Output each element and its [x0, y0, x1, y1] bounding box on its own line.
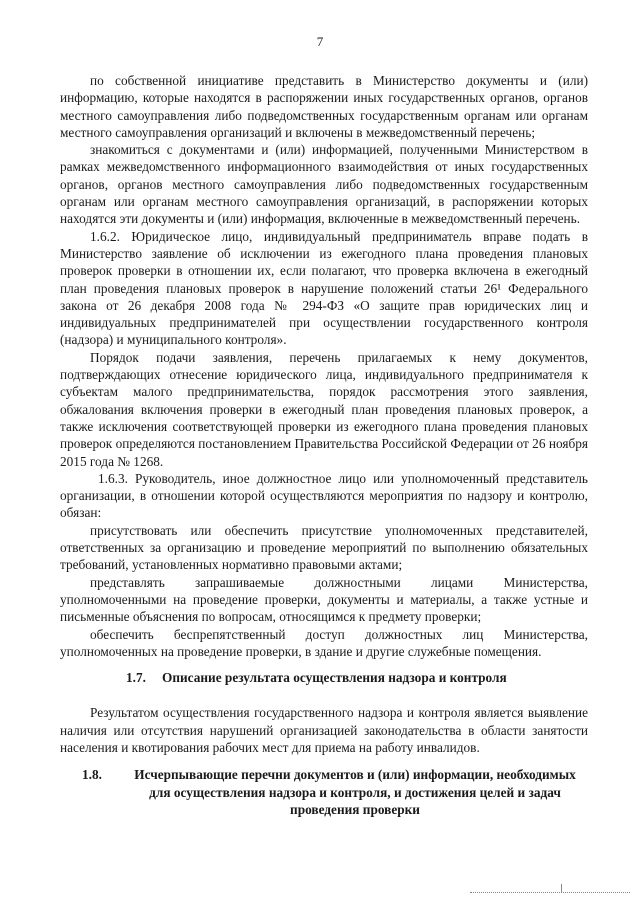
paragraph-application-procedure: Порядок подачи заявления, перечень прилагаемых к нему документов, подтверждающих отнесение юридического лица, индивидуального предпринимателя к субъектам малого предпринимательства, порядок рассмотрения этого заявления, обжалования включения проверки в ежегодный план проведения плановых проверок, а также исключения соответствующей проверки из ежегодного плана проведения плановых проверок определяются постановлением Правительства Российской Федерации от 26 ноября 2015 года № 1268. — [60, 349, 588, 469]
page-number: 7 — [316, 34, 324, 49]
paragraph-1-6-2: 1.6.2. Юридическое лицо, индивидуальный предприниматель вправе подать в Министерство заявление об исключении из ежегодного плана проведения плановых проверок проверки в отношении их, если полагают, что проверка включена в ежегодный план проведения плановых проверок в нарушение положений статьи 26¹ Федерального закона от 26 декабря 2008 года № 294-ФЗ «О защите прав юридических лиц и индивидуальных предпринимателей при осуществлении государственного контроля (надзора) и муниципального контроля». — [60, 228, 588, 348]
footer-tick-mark — [561, 884, 562, 892]
paragraph-provide-documents: представлять запрашиваемые должностными лицами Министерства, уполномоченными на проведение проверки, документы и материалы, а также устные и письменные объяснения по вопросам, относящимся к предмету проверки; — [60, 574, 588, 625]
paragraph-1-6-3: 1.6.3. Руководитель, иное должностное лицо или уполномоченный представитель организации, в отношении которой осуществляются мероприятия по надзору и контролю, обязан: — [60, 470, 588, 521]
paragraph-familiarize: знакомиться с документами и (или) информацией, полученными Министерством в рамках межведомственного информационного взаимодействия от иных государственных органов, органов местного самоуправления либо подведомственных государственным органам или органам местного самоуправления организаций, в распоряжении которых находятся эти документы и (или) информация, включенные в межведомственный перечень. — [60, 142, 588, 227]
document-body — [60, 72, 588, 818]
section-title-1-8: Исчерпывающие перечни документов и (или) информации, необходимых для осуществления надзора и контроля, и достижения целей и задач проведения проверки — [134, 767, 576, 817]
paragraph-ensure-access: обеспечить беспрепятственный доступ должностных лиц Министерства, уполномоченных на проведение проверки, в здание и другие служебные помещения. — [60, 626, 588, 659]
paragraph-initiative: по собственной инициативе представить в Министерство документы и (или) информацию, которые находятся в распоряжении иных государственных органов, органов местного самоуправления либо подведомственных государственным органам или органам местного самоуправления организаций и включены в межведомственный перечень; — [60, 73, 588, 140]
paragraph-result: Результатом осуществления государственного надзора и контроля является выявление наличия или отсутствия нарушений организацией законодательства в области занятости населения и квотирования рабочих мест для приема на работу инвалидов. — [60, 705, 588, 755]
footer-dotted-line — [470, 892, 630, 893]
section-heading-1-8 — [60, 766, 588, 818]
paragraph-ensure-presence: присутствовать или обеспечить присутствие уполномоченных представителей, ответственных за организацию и проведение мероприятий по выполнению обязательных требований, установленных нормативно правовыми актами; — [60, 522, 588, 573]
section-number-1-8: 1.8. — [82, 767, 102, 783]
section-number-1-7: 1.7. — [126, 670, 146, 686]
section-title-1-7: Описание результата осуществления надзора и контроля — [162, 670, 507, 686]
section-heading-1-7 — [60, 669, 588, 686]
